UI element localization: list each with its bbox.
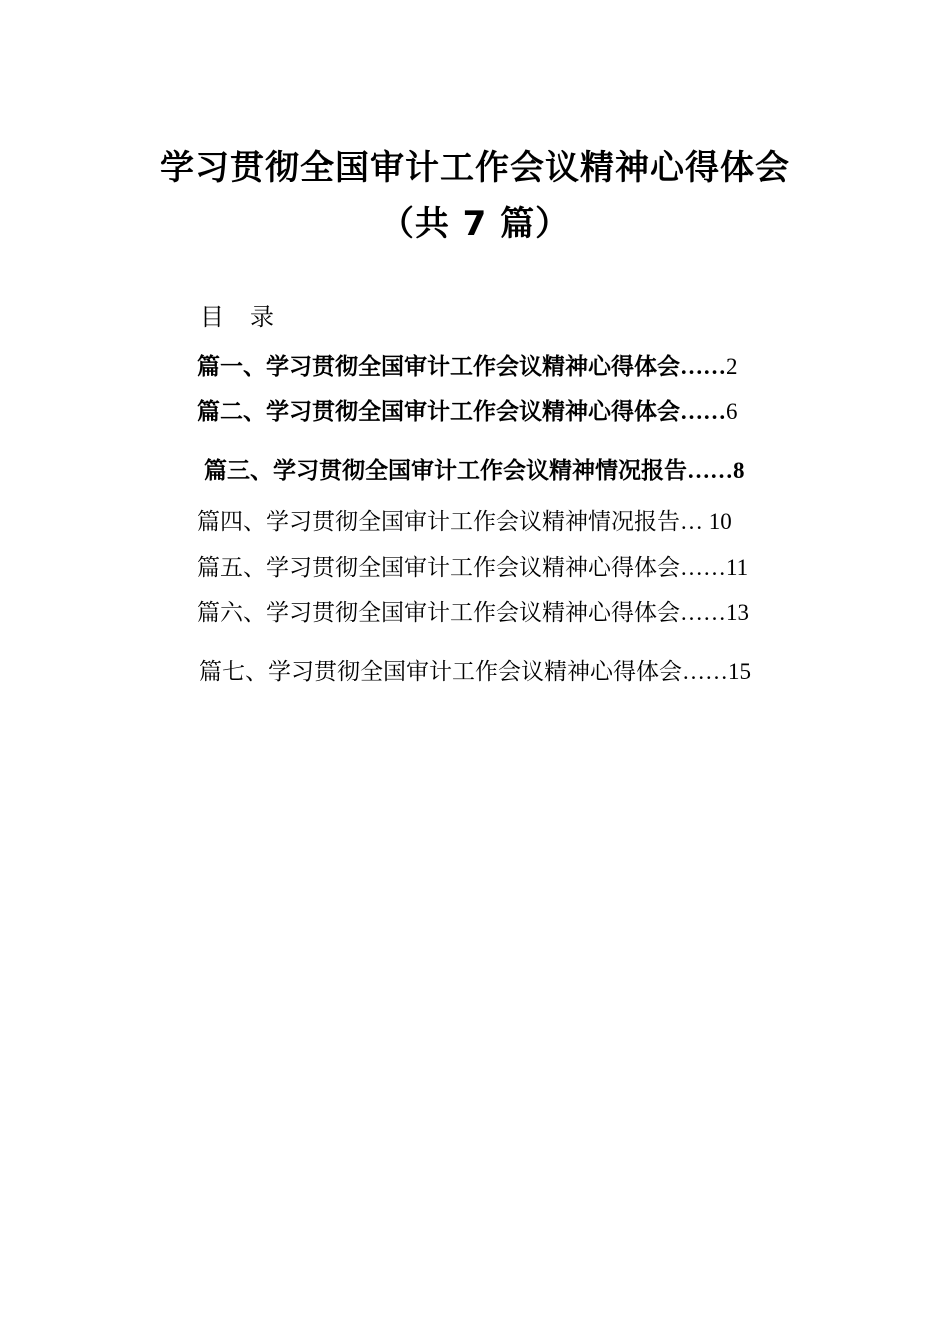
toc-entry-page: 15 [728,659,751,684]
toc-entry-leader: …… [682,659,728,684]
toc-entry-title: 篇五、学习贯彻全国审计工作会议精神心得体会 [197,555,680,581]
toc-entry-title: 篇三、学习贯彻全国审计工作会议精神情况报告 [204,458,687,484]
toc-entry-leader: …… [680,555,726,580]
toc-entry-2[interactable] [197,397,738,427]
toc-entry-title: 篇一、学习贯彻全国审计工作会议精神心得体会 [197,354,680,380]
toc-entry-leader: …… [680,354,726,379]
toc-heading: 目录 [200,303,300,331]
document-subtitle: （共 7 篇） [379,204,571,244]
toc-entry-5[interactable] [197,553,748,583]
toc-entry-page: 6 [726,399,738,424]
toc-entry-title: 篇二、学习贯彻全国审计工作会议精神心得体会 [197,399,680,425]
toc-entry-page: 13 [726,600,749,625]
toc-entry-title: 篇七、学习贯彻全国审计工作会议精神心得体会 [199,659,682,685]
toc-entry-page: 11 [726,555,749,580]
toc-entry-page: 10 [708,509,732,534]
document-title: 学习贯彻全国审计工作会议精神心得体会 [160,148,790,188]
toc-entry-4[interactable] [197,507,732,537]
toc-entry-1[interactable] [197,352,738,382]
toc-entry-leader: …… [687,458,733,483]
toc-entry-page: 2 [726,354,738,379]
toc-entry-3[interactable] [204,456,745,486]
toc-entry-page: 8 [733,458,745,483]
toc-entry-leader: …… [680,600,726,625]
toc-entry-6[interactable] [197,598,749,628]
toc-entry-leader: …… [680,399,726,424]
toc-entry-title: 篇六、学习贯彻全国审计工作会议精神心得体会 [197,600,680,626]
toc-entry-leader: … [680,509,709,534]
toc-entry-title: 篇四、学习贯彻全国审计工作会议精神情况报告 [197,509,680,535]
toc-entry-7[interactable] [199,657,751,687]
